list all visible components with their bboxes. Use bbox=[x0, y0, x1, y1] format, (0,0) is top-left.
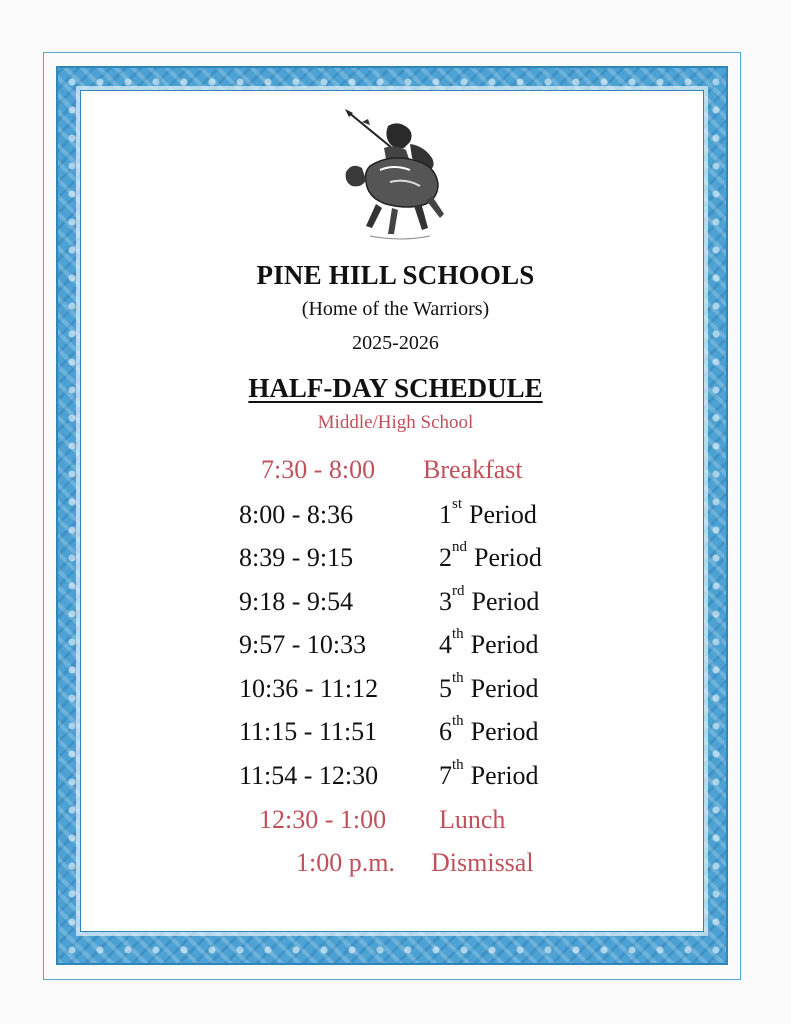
row-time: 8:00 - 8:36 bbox=[239, 500, 354, 529]
row-period-number: 3 bbox=[439, 587, 452, 616]
row-period-suffix: rd bbox=[452, 583, 465, 599]
row-period-suffix: th bbox=[452, 713, 464, 729]
row-period-suffix: st bbox=[452, 496, 463, 512]
school-year: 2025-2026 bbox=[352, 332, 439, 354]
row-label-text: Breakfast bbox=[423, 455, 523, 484]
row-label-text: Period bbox=[470, 761, 539, 790]
row-period-number: 6 bbox=[439, 717, 452, 746]
row-time: 11:15 - 11:51 bbox=[239, 717, 378, 746]
row-period-number: 1 bbox=[439, 500, 452, 529]
schedule-subtitle: Middle/High School bbox=[317, 412, 474, 433]
row-label bbox=[431, 848, 534, 878]
schedule-row-dismissal bbox=[0, 848, 791, 884]
row-label bbox=[423, 455, 523, 485]
row-time: 10:36 - 11:12 bbox=[239, 674, 379, 703]
warrior-on-horse-emblem bbox=[340, 108, 450, 243]
row-period-suffix: th bbox=[452, 626, 464, 642]
schedule-title: HALF-DAY SCHEDULE bbox=[248, 373, 543, 403]
school-name: PINE HILL SCHOOLS bbox=[256, 260, 535, 290]
schedule-row-period-7 bbox=[0, 757, 791, 797]
schedule-row-period-4 bbox=[0, 626, 791, 666]
row-time: 9:18 - 9:54 bbox=[239, 587, 354, 616]
row-label-text: Period bbox=[469, 500, 537, 529]
row-label-text: Dismissal bbox=[431, 848, 534, 877]
row-time: 9:57 - 10:33 bbox=[239, 630, 367, 659]
schedule-row-period-5 bbox=[0, 670, 791, 710]
row-label-text: Period bbox=[470, 717, 539, 746]
row-period-suffix: th bbox=[452, 757, 464, 773]
schedule-row-period-1 bbox=[0, 496, 791, 536]
schedule-row-breakfast bbox=[0, 455, 791, 491]
row-label-text: Period bbox=[471, 587, 540, 616]
school-tagline: (Home of the Warriors) bbox=[301, 298, 490, 320]
row-label-text: Period bbox=[470, 674, 539, 703]
row-period-number: 7 bbox=[439, 761, 452, 790]
row-label bbox=[439, 670, 539, 704]
row-label-text: Period bbox=[474, 543, 542, 572]
row-label bbox=[439, 757, 539, 791]
schedule-row-period-2 bbox=[0, 539, 791, 579]
row-time: 1:00 p.m. bbox=[296, 848, 395, 877]
row-label bbox=[439, 626, 539, 660]
row-time: 8:39 - 9:15 bbox=[239, 543, 354, 572]
row-period-number: 4 bbox=[439, 630, 452, 659]
schedule-row-period-6 bbox=[0, 713, 791, 753]
row-time: 7:30 - 8:00 bbox=[261, 455, 376, 484]
row-label bbox=[439, 496, 537, 530]
row-label-text: Lunch bbox=[439, 805, 506, 834]
schedule-row-period-3 bbox=[0, 583, 791, 623]
row-period-number: 5 bbox=[439, 674, 452, 703]
row-label bbox=[439, 539, 542, 573]
schedule-row-lunch bbox=[0, 805, 791, 841]
row-label bbox=[439, 583, 540, 617]
row-label bbox=[439, 805, 505, 835]
row-label-text: Period bbox=[470, 630, 539, 659]
row-label bbox=[439, 713, 539, 747]
row-time: 12:30 - 1:00 bbox=[259, 805, 387, 834]
row-period-number: 2 bbox=[439, 543, 452, 572]
row-time: 11:54 - 12:30 bbox=[239, 761, 379, 790]
row-period-suffix: nd bbox=[452, 539, 467, 555]
row-period-suffix: th bbox=[452, 670, 464, 686]
